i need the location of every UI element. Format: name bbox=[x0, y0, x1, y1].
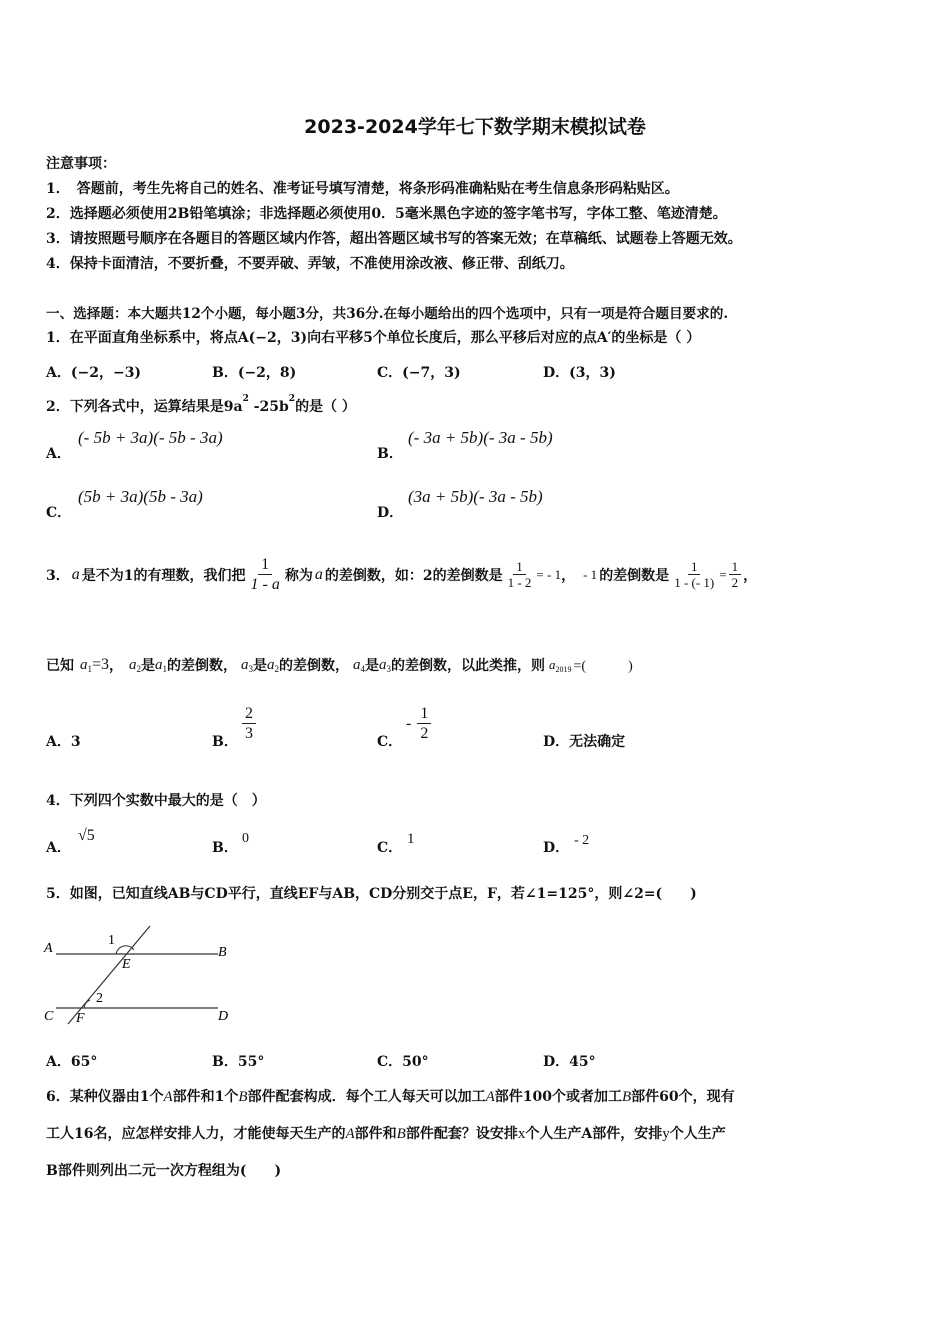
q2-option-c-label[interactable]: C． bbox=[46, 505, 72, 521]
fraction: $\frac{1}{1 - 2}$ bbox=[507, 558, 532, 590]
q3-option-c-value: - $\frac{1}{2}$ bbox=[406, 705, 433, 743]
q5-option-d[interactable]: D．45° bbox=[543, 1054, 596, 1070]
angle-1-arc bbox=[116, 946, 134, 954]
q3-option-d[interactable]: D．无法确定 bbox=[543, 734, 626, 750]
question-5-stem: 5．如图，已知直线AB与CD平行，直线EF与AB，CD分别交于点E，F，若∠1=125°，则∠2=( ) bbox=[46, 886, 697, 902]
question-3-line2: 已知 a 1 =3 ， a 2 是 a 1 的差倒数， a 3 是 a 2 的差倒数， a 4 是 a 3 的差倒数，以此类推，则 a 2019 =( ) bbox=[46, 656, 633, 674]
q5-option-b[interactable]: B．55° bbox=[212, 1054, 265, 1070]
question-4-stem: 4．下列四个实数中最大的是（ ） bbox=[46, 793, 266, 809]
notice-item: 2．选择题必须使用2B铅笔填涂；非选择题必须使用0．5毫米黑色字迹的签字笔书写，字体工整、笔迹清楚。 bbox=[46, 206, 727, 222]
q4-option-b-label[interactable]: B． bbox=[212, 840, 238, 856]
q2-option-a-expr: (- 5b + 3a)(- 5b - 3a) bbox=[78, 428, 223, 447]
q2-option-b-expr: (- 3a + 5b)(- 3a - 5b) bbox=[408, 428, 553, 447]
q2-option-c-expr: (5b + 3a)(5b - 3a) bbox=[78, 487, 203, 506]
q3-option-a[interactable]: A．3 bbox=[46, 734, 81, 750]
q2-option-a-label[interactable]: A． bbox=[46, 446, 71, 462]
q5-option-a[interactable]: A．65° bbox=[46, 1054, 98, 1070]
q4-option-a-label[interactable]: A． bbox=[46, 840, 71, 856]
angle-1-label: 1 bbox=[108, 933, 115, 948]
q4-option-b-value: 0 bbox=[242, 831, 249, 846]
q4-option-a-value: √5 bbox=[78, 827, 95, 844]
question-1-stem: 1．在平面直角坐标系中，将点A(−2，3)向右平移5个单位长度后，那么平移后对应的点A′的坐标是（ ） bbox=[46, 330, 701, 346]
question-3-line1: 3． a 是不为1的有理数，我们把 $\frac{1}{1 - a}$ 称为 a 的差倒数，如：2的差倒数是 $\frac{1}{1 - 2}$ = - 1 ， - 1 的差倒数是 $\frac{1}{1 - (- 1)}$ = $\frac{1}{2}$ ， bbox=[46, 556, 758, 593]
q4-option-d-label[interactable]: D． bbox=[543, 840, 570, 856]
notice-item: 4．保持卡面清洁，不要折叠，不要弄破、弄皱，不准使用涂改液、修正带、刮纸刀。 bbox=[46, 256, 574, 272]
question-6-line3: B部件则列出二元一次方程组为( ) bbox=[46, 1163, 282, 1179]
point-e-label: E bbox=[122, 957, 131, 972]
q2-option-b-label[interactable]: B． bbox=[377, 446, 403, 462]
point-a-label: A bbox=[44, 941, 53, 956]
q1-option-c[interactable]: C．(−7，3) bbox=[377, 365, 461, 381]
q4-option-c-value: 1 bbox=[407, 831, 415, 847]
q3-option-c-label[interactable]: C． bbox=[377, 734, 403, 750]
q2-option-d-label[interactable]: D． bbox=[377, 505, 404, 521]
question-2-stem: 2．下列各式中，运算结果是$9a^2$ $-25b^2$的是（ ） bbox=[46, 394, 356, 415]
q3-option-b-label[interactable]: B． bbox=[212, 734, 238, 750]
section-heading: 一、选择题：本大题共12个小题，每小题3分，共36分.在每小题给出的四个选项中，只有一项是符合题目要求的. bbox=[46, 306, 729, 322]
q4-option-c-label[interactable]: C． bbox=[377, 840, 403, 856]
parallel-lines-figure bbox=[40, 920, 250, 1030]
q1-option-a[interactable]: A．(−2，−3) bbox=[46, 365, 142, 381]
page-title: 2023-2024学年七下数学期末模拟试卷 bbox=[304, 116, 646, 138]
point-d-label: D bbox=[218, 1009, 229, 1024]
fraction: $\frac{1}{1 - (- 1)}$ bbox=[674, 558, 715, 590]
q4-option-d-value: - 2 bbox=[574, 833, 590, 848]
angle-2-label: 2 bbox=[96, 991, 103, 1006]
q2-option-d-expr: (3a + 5b)(- 3a - 5b) bbox=[408, 487, 543, 506]
q1-option-b[interactable]: B．(−2，8) bbox=[212, 365, 297, 381]
point-f-label: F bbox=[76, 1011, 85, 1026]
notice-item: 1． 答题前，考生先将自己的姓名、准考证号填写清楚，将条形码准确粘贴在考生信息条形码粘贴区。 bbox=[46, 181, 679, 197]
q5-option-c[interactable]: C．50° bbox=[377, 1054, 429, 1070]
notice-item: 3．请按照题号顺序在各题目的答题区域内作答，超出答题区域书写的答案无效；在草稿纸、试题卷上答题无效。 bbox=[46, 231, 742, 247]
point-b-label: B bbox=[218, 945, 227, 960]
question-6-line2: 工人16名，应怎样安排人力，才能使每天生产的A部件和B部件配套？设安排x个人生产A部件，安排y个人生产 bbox=[46, 1126, 726, 1142]
q1-option-d[interactable]: D．(3，3) bbox=[543, 365, 616, 381]
point-c-label: C bbox=[44, 1009, 54, 1024]
notice-heading: 注意事项： bbox=[46, 156, 116, 172]
question-6-line1: 6．某种仪器由1个A部件和1个B部件配套构成．每个工人每天可以加工A部件100个或者加工B部件60个，现有 bbox=[46, 1089, 735, 1105]
fraction: $\frac{1}{2}$ bbox=[729, 560, 742, 591]
fraction: $\frac{1}{1 - a}$ bbox=[250, 556, 280, 593]
q3-option-b-value: $\frac{2}{3}$ bbox=[240, 705, 258, 743]
